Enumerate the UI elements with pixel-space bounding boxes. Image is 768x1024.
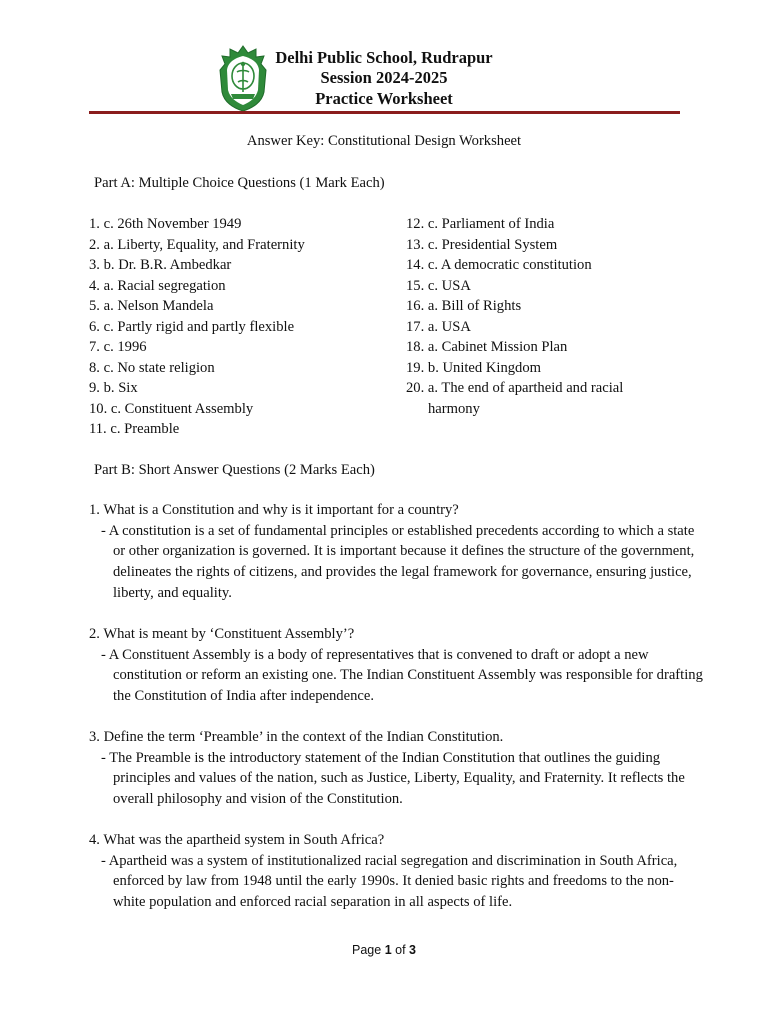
answer-text: - A constitution is a set of fundamental principles or established precedents according to which a state or other organization is governed. It is important because it defines the structure of the government, delineates the rights of citizens, and provides the legal framework for governance, ensuring justice, liberty, and equality. (101, 522, 695, 601)
question-text: 4. What was the apartheid system in South Africa? (89, 832, 385, 848)
answer-item: 1. c. 26th November 1949 (89, 216, 242, 232)
answer-item-continuation: harmony (428, 400, 480, 417)
answer-item: 19. b. United Kingdom (406, 359, 541, 376)
answer-list-left (89, 214, 305, 440)
school-name: Delhi Public School, Rudrapur (275, 48, 493, 67)
answer-item: 14. c. A democratic constitution (406, 257, 592, 273)
answer-item: 7. c. 1996 (89, 339, 147, 355)
answer-item: 12. c. Parliament of India (406, 216, 555, 232)
session-label: Session 2024-2025 (320, 68, 448, 87)
page-current: 1 (384, 943, 392, 957)
question-text: 3. Define the term ‘Preamble’ in the context of the Indian Constitution. (89, 729, 504, 745)
header-rule (89, 111, 680, 114)
answer-item: 13. c. Presidential System (406, 236, 558, 253)
part-b-heading: Part B: Short Answer Questions (2 Marks Each) (94, 462, 375, 478)
short-answer-question (89, 830, 689, 913)
answer-item: 9. b. Six (89, 380, 138, 396)
page-number (0, 943, 768, 957)
answer-item: 3. b. Dr. B.R. Ambedkar (89, 257, 232, 273)
part-a-heading: Part A: Multiple Choice Questions (1 Mark Each) (94, 175, 385, 191)
answer-text: - Apartheid was a system of institutionalized racial segregation and discrimination in South Africa, enforced by law from 1948 until the early 1990s. It denied basic rights and freedoms to the non-white population and enforced racial separation in all aspects of life. (101, 852, 678, 911)
answer-item: 5. a. Nelson Mandela (89, 298, 214, 314)
answer-item: 17. a. USA (406, 318, 471, 335)
answer-item (406, 399, 623, 420)
answer-item: 16. a. Bill of Rights (406, 298, 522, 314)
answer-item: 20. a. The end of apartheid and racial (406, 380, 624, 396)
short-answer-question (89, 727, 689, 810)
answer-text: - The Preamble is the introductory statement of the Indian Constitution that outlines the guiding principles and values of the nation, such as Justice, Liberty, Equality, and Fraternity. It reflects the overall philosophy and vision of the Constitution. (101, 749, 685, 808)
document-title: Answer Key: Constitutional Design Worksheet (246, 133, 522, 149)
document-header (0, 0, 768, 120)
answer-item: 11. c. Preamble (89, 421, 180, 437)
answer-text: - A Constituent Assembly is a body of representatives that is convened to draft or adopt a new constitution or reform an existing one. The Indian Constituent Assembly was responsible for drafting the Constitution of India after independence. (101, 646, 703, 705)
of-word: of (395, 943, 406, 957)
page-word: Page (352, 943, 382, 957)
answer-item: 6. c. Partly rigid and partly flexible (89, 318, 295, 335)
answer-item: 4. a. Racial segregation (89, 277, 226, 294)
answer-item: 8. c. No state religion (89, 359, 215, 376)
answer-item: 2. a. Liberty, Equality, and Fraternity (89, 236, 305, 253)
page-total: 3 (409, 943, 416, 957)
short-answer-question (89, 500, 695, 604)
school-crest-icon (218, 44, 268, 112)
answer-item: 18. a. Cabinet Mission Plan (406, 339, 568, 355)
answer-item: 10. c. Constituent Assembly (89, 400, 254, 417)
short-answer-question (89, 624, 703, 707)
worksheet-label: Practice Worksheet (315, 89, 453, 108)
answer-item: 15. c. USA (406, 277, 471, 294)
question-text: 2. What is meant by ‘Constituent Assembly’? (89, 626, 355, 642)
answer-list-right (406, 214, 623, 419)
question-text: 1. What is a Constitution and why is it important for a country? (89, 502, 459, 518)
